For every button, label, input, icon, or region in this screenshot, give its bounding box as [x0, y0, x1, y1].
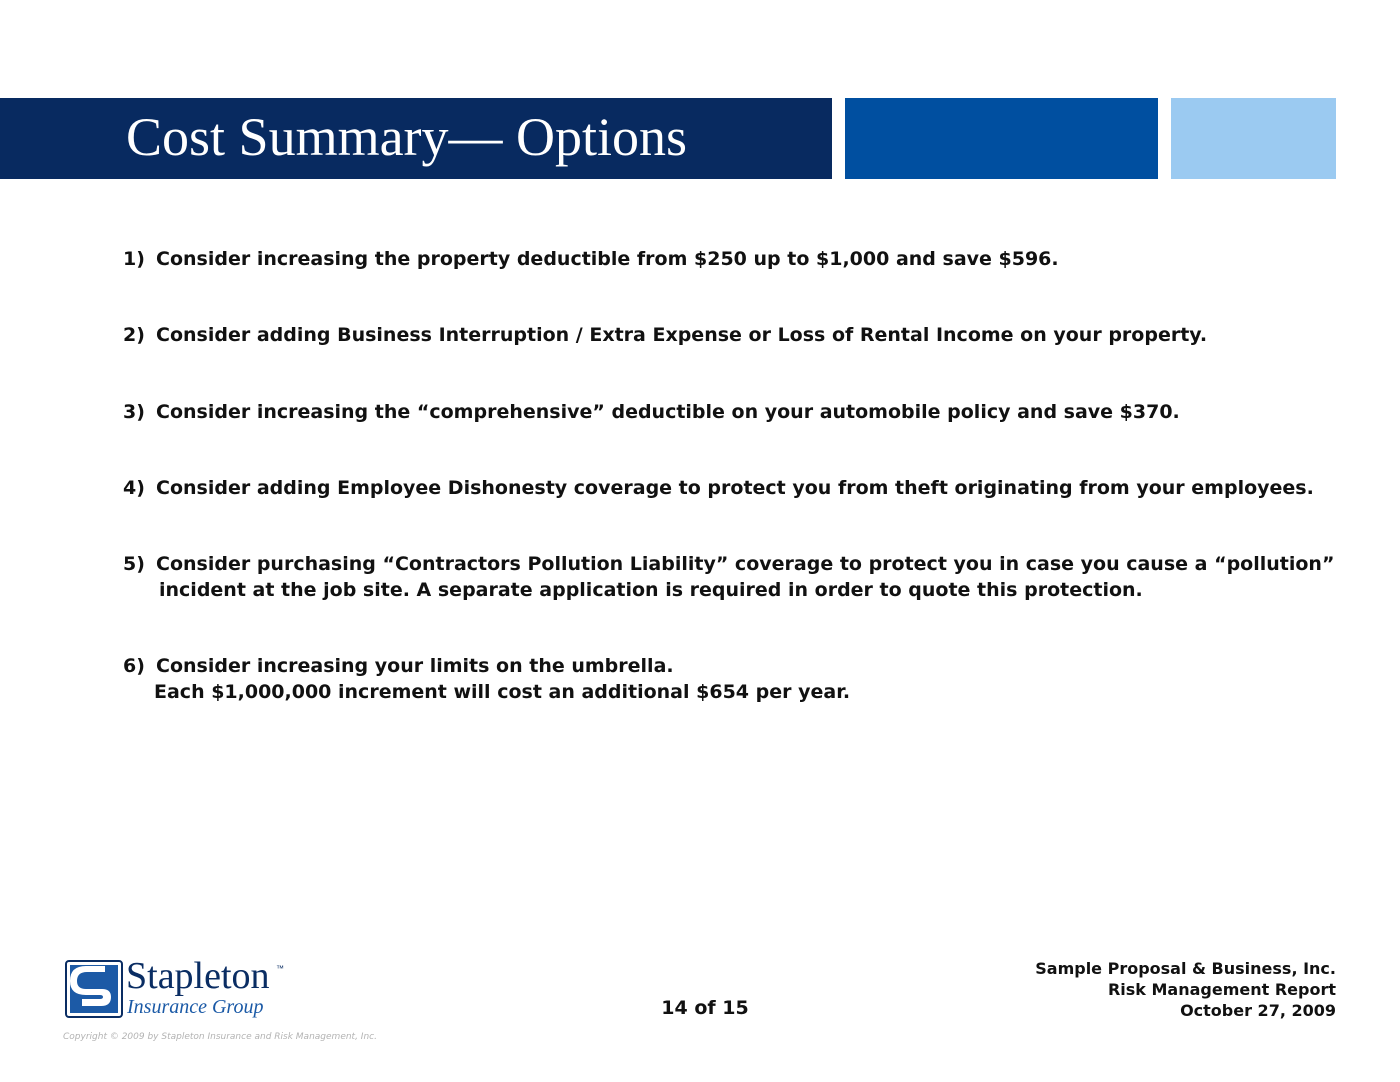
header-accent-block-light — [1171, 98, 1336, 179]
option-line — [123, 399, 1323, 425]
page-number: 14 of 15 — [661, 997, 749, 1019]
report-company: Sample Proposal & Business, Inc. — [1035, 959, 1336, 978]
option-text: Consider adding Employee Dishonesty coverage to protect you from theft originating from your employees. — [156, 477, 1314, 499]
option-number: 1) — [123, 248, 145, 270]
report-name: Risk Management Report — [1107, 980, 1336, 999]
stapleton-logo — [65, 955, 315, 1024]
page-title: Cost Summary— Options — [126, 107, 688, 167]
option-text: Consider adding Business Interruption / Extra Expense or Loss of Rental Income on your property. — [156, 324, 1208, 346]
option-item — [123, 246, 1323, 272]
option-text: Consider increasing the “comprehensive” deductible on your automobile policy and save $370. — [156, 401, 1180, 423]
option-text-continuation: Each $1,000,000 increment will cost an additional $654 per year. — [154, 681, 851, 703]
option-number: 4) — [123, 477, 145, 499]
option-item — [123, 322, 1323, 348]
option-item — [123, 551, 1335, 603]
option-item — [123, 653, 1323, 705]
option-text: Consider increasing the property deductible from $250 up to $1,000 and save $596. — [156, 248, 1059, 270]
option-number: 3) — [123, 401, 145, 423]
option-item — [123, 399, 1323, 425]
option-number: 5) — [123, 553, 145, 575]
option-line — [123, 475, 1323, 501]
option-text: Consider purchasing “Contractors Pollution Liability” coverage to protect you in case you cause a “pollution” — [156, 553, 1335, 575]
option-line — [123, 246, 1323, 272]
report-date: October 27, 2009 — [1180, 1001, 1336, 1020]
logo-subtitle: Insurance Group — [127, 996, 264, 1018]
copyright-notice: Copyright © 2009 by Stapleton Insurance and Risk Management, Inc. — [63, 1032, 377, 1042]
option-line — [123, 322, 1323, 348]
option-text-continuation: incident at the job site. A separate application is required in order to quote this protection. — [159, 579, 1143, 601]
option-number: 2) — [123, 324, 145, 346]
option-text: Consider increasing your limits on the umbrella. — [156, 655, 674, 677]
option-line — [123, 551, 1335, 577]
header-accent-block — [845, 98, 1158, 179]
option-line — [123, 653, 1323, 679]
logo-name: Stapleton — [126, 955, 270, 997]
report-info — [1035, 958, 1336, 1021]
option-number: 6) — [123, 655, 145, 677]
stapleton-s-logo-icon — [65, 960, 123, 1018]
logo-trademark: ™ — [276, 964, 284, 973]
option-item — [123, 475, 1323, 501]
